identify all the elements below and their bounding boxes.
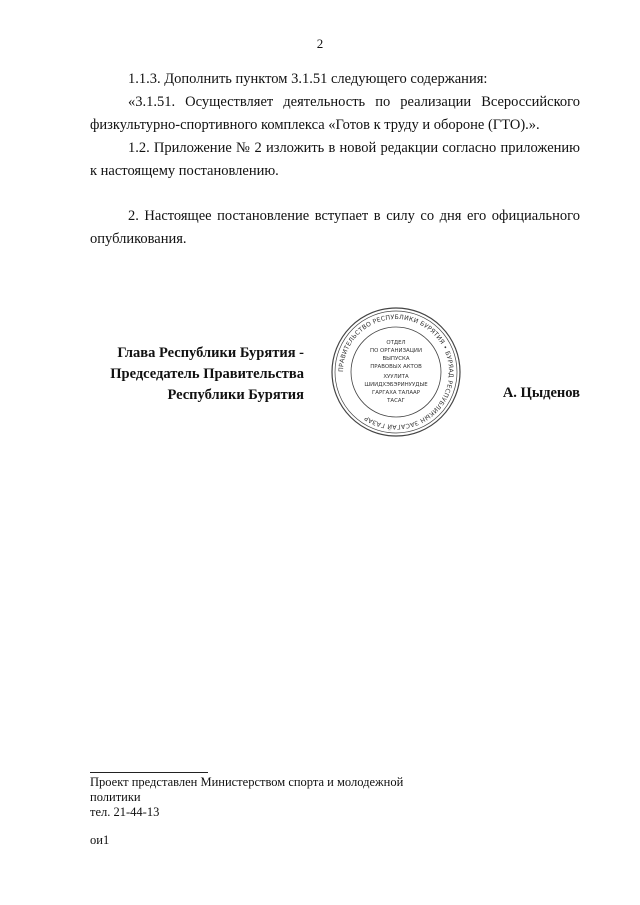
signatory-title-line: Глава Республики Бурятия -	[117, 345, 304, 361]
page-number: 2	[316, 36, 324, 51]
footer-note	[90, 775, 450, 848]
seal-outer-text: ПРАВИТЕЛЬСТВО РЕСПУБЛИКИ БУРЯТИЯ • БУРЯАД РЕСПУБЛИКЫН ЗАСАГАЙ ГАЗАР	[337, 313, 455, 431]
signatory-name: А. Цыденов	[502, 385, 580, 401]
footer-code: ои1	[90, 833, 110, 847]
footer-author-line: Проект представлен Министерством спорта и молодежной	[90, 775, 404, 789]
signatory-title-line: Председатель Правительства	[110, 366, 304, 382]
seal-inner-line: ШИИДХЭБЭРИНУУДЫЕ	[364, 382, 428, 388]
official-seal	[330, 306, 462, 438]
paragraph-3-1-51: «3.1.51. Осуществляет деятельность по реализации Всероссийского физкультурно-спортивного комплекса «Готов к труду и обороне (ГТО).».	[90, 94, 580, 133]
footer-divider	[90, 772, 208, 773]
footer-phone: тел. 21-44-13	[90, 805, 160, 819]
signatory-title	[84, 343, 304, 406]
paragraph-1-1-3: 1.1.3. Дополнить пунктом 3.1.51 следующего содержания:	[128, 71, 488, 87]
seal-inner-line: ВЫПУСКА	[382, 356, 410, 362]
seal-inner-line: ПО ОРГАНИЗАЦИИ	[370, 348, 422, 354]
seal-inner-line: ТАСАГ	[387, 398, 405, 404]
svg-text:ПРАВИТЕЛЬСТВО РЕСПУБЛИКИ БУРЯТ	[338, 314, 454, 432]
paragraph-1-2: 1.2. Приложение № 2 изложить в новой редакции согласно приложению к настоящему постановлению.	[90, 140, 580, 179]
seal-inner-line: ГАРГАХА ТАЛААР	[372, 390, 420, 396]
seal-inner-line: ОТДЕЛ	[386, 340, 406, 346]
paragraph-2: 2. Настоящее постановление вступает в силу со дня его официального опубликования.	[90, 208, 580, 247]
footer-author-line: политики	[90, 790, 141, 804]
signatory-title-line: Республики Бурятия	[167, 387, 304, 403]
document-body	[90, 68, 580, 251]
seal-inner-line: ХУУЛИТА	[383, 374, 409, 380]
seal-inner-line: ПРАВОВЫХ АКТОВ	[370, 364, 422, 370]
